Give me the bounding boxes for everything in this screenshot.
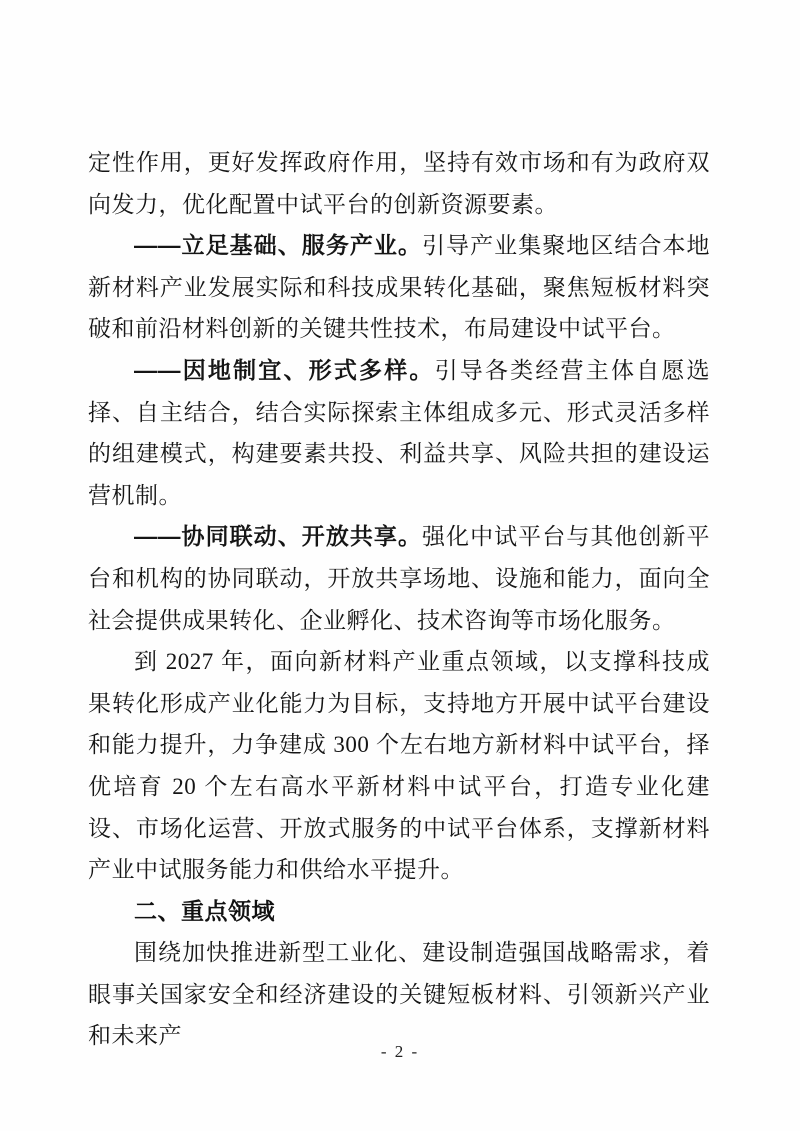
paragraph-continuation [88, 142, 710, 225]
paragraph-goal-2027-text: 到 2027 年，面向新材料产业重点领域，以支撑科技成果转化形成产业化能力为目标，支持地方开展中试平台建设和能力提升，力争建成 300 个左右地方新材料中试平台，择优培育 20 个左右高水平新材料中试平台，打造专业化建设、市场化运营、开放式服务的中试平台体系，支撑新材料产业中试服务能力和供给水平提升。 [88, 649, 710, 883]
page-footer [0, 1042, 800, 1062]
principle-2-body: 引导各类经营主体自愿选择、自主结合，结合实际探索主体组成多元、形式灵活多样的组建模式，构建要素共投、利益共享、风险共担的建设运营机制。 [88, 357, 711, 508]
principle-1-lead: ——立足基础、服务产业。 [134, 232, 422, 259]
paragraph-principle-3 [88, 516, 710, 641]
paragraph-continuation-text: 定性作用，更好发挥政府作用，坚持有效市场和有为政府双向发力，优化配置中试平台的创新资源要素。 [88, 150, 710, 217]
principle-1-body: 引导产业集聚地区结合本地新材料产业发展实际和科技成果转化基础，聚焦短板材料突破和前沿材料创新的关键共性技术，布局建设中试平台。 [88, 233, 711, 342]
principle-2-lead: ——因地制宜、形式多样。 [134, 356, 435, 383]
section-heading: 二、重点领域 [134, 897, 275, 924]
principle-3-lead: ——协同联动、开放共享。 [134, 523, 422, 550]
page-number: - 2 - [380, 1042, 420, 1061]
paragraph-section-intro [88, 932, 710, 1057]
document-body [88, 142, 710, 1057]
paragraph-goal-2027 [88, 641, 710, 891]
paragraph-section-intro-text: 围绕加快推进新型工业化、建设制造强国战略需求，着眼事关国家安全和经济建设的关键短板材料、引领新兴产业和未来产 [88, 940, 710, 1049]
paragraph-principle-1 [88, 225, 710, 350]
principle-3-body: 强化中试平台与其他创新平台和机构的协同联动，开放共享场地、设施和能力，面向全社会提供成果转化、企业孵化、技术咨询等市场化服务。 [88, 524, 711, 633]
paragraph-principle-2 [88, 350, 710, 516]
